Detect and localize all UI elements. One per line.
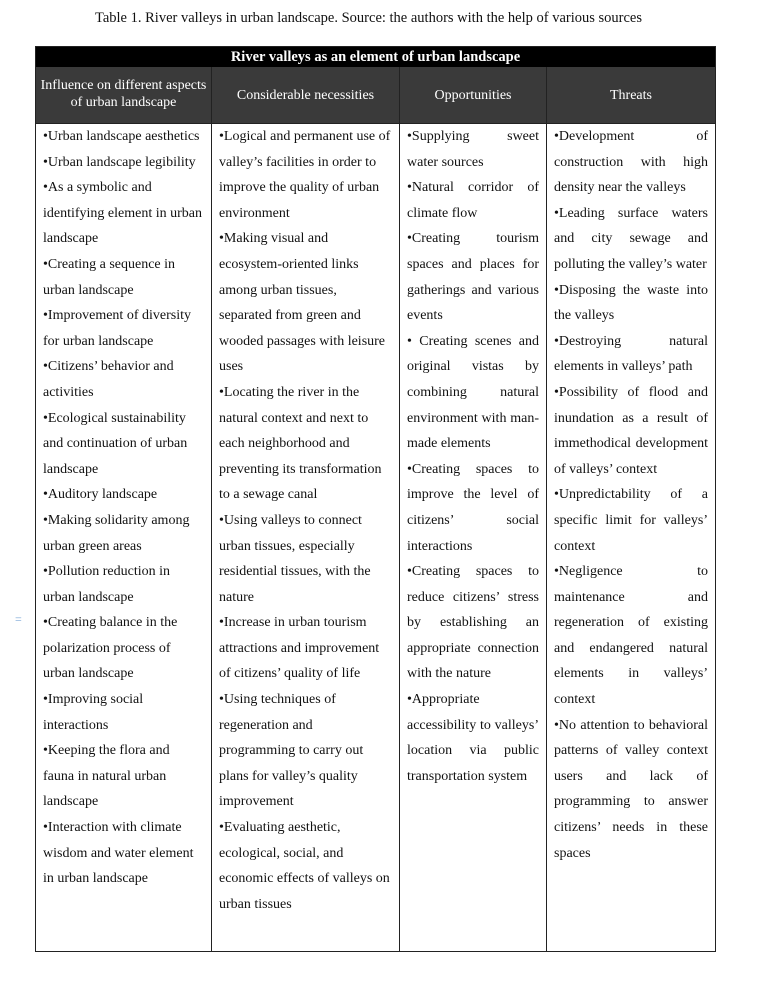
margin-mark: = [15, 612, 22, 626]
list-item: •Interaction with climate wisdom and water element in urban landscape [43, 820, 194, 887]
list-item: •Making visual and ecosystem-oriented links among urban tissues, separated from green and wooded passages with leisure uses [219, 231, 386, 375]
list-item: •Leading surface waters and city sewage and polluting the valley’s water [554, 205, 708, 272]
list-item: •Creating spaces to improve the level of citizens’ social interactions [407, 461, 539, 554]
list-item: •Creating spaces to reduce citizens’ stress by establishing an appropriate connection with the nature [407, 564, 539, 682]
list-item: •Negligence to maintenance and regeneration of existing and endangered natural elements in valleys’ context [554, 564, 708, 708]
table-caption: Table 1. River valleys in urban landscape. Source: the authors with the help of various sources [95, 10, 643, 26]
column-threats [547, 124, 715, 952]
river-valleys-table [35, 46, 716, 952]
list-item: •Unpredictability of a specific limit for valleys’ context [554, 487, 708, 554]
list-item: •Possibility of flood and inundation as a result of immethodical development of valleys’ context [554, 384, 708, 477]
list-item: •Creating a sequence in urban landscape [43, 256, 176, 298]
header-influence: Influence on different aspects of urban landscape [36, 67, 211, 123]
list-item: •As a symbolic and identifying element in urban landscape [43, 180, 203, 247]
table-banner: River valleys as an element of urban landscape [36, 47, 715, 67]
list-item: •Urban landscape aesthetics [43, 129, 200, 144]
list-item: •Natural corridor of climate flow [407, 180, 539, 221]
list-item: •Logical and permanent use of valley’s facilities in order to improve the quality of urban environment [219, 129, 391, 221]
list-item: •Using techniques of regeneration and programming to carry out plans for valley’s quality improvement [219, 692, 364, 810]
list-item: •Destroying natural elements in valleys’ path [554, 333, 708, 375]
header-threats: Threats [547, 67, 715, 123]
list-item: •Increase in urban tourism attractions and improvement of citizens’ quality of life [219, 615, 380, 682]
list-item: •Using valleys to connect urban tissues, especially residential tissues, with the nature [219, 512, 371, 605]
column-necessities [212, 124, 399, 952]
list-item: •Creating tourism spaces and places for gatherings and various events [407, 231, 539, 324]
list-item: •Appropriate accessibility to valleys’ location via public transportation system [407, 692, 539, 784]
list-item: •Disposing the waste into the valleys [554, 282, 708, 324]
list-item: •Development of construction with high density near the valleys [554, 129, 708, 196]
list-item: •Locating the river in the natural context and next to each neighborhood and preventing its transformation to a sewage canal [219, 384, 382, 503]
list-item: •Improvement of diversity for urban landscape [43, 308, 191, 349]
column-opportunities [400, 124, 546, 952]
list-item: •Keeping the flora and fauna in natural urban landscape [43, 743, 170, 810]
header-necessities: Considerable necessities [212, 67, 399, 123]
list-item: •Making solidarity among urban green areas [43, 512, 190, 554]
list-item: •Evaluating aesthetic, ecological, social, and economic effects of valleys on urban tissues [219, 820, 390, 912]
header-opportunities: Opportunities [400, 67, 546, 123]
list-item: •No attention to behavioral patterns of valley context users and lack of programming to answer citizens’ needs in these spaces [554, 717, 708, 861]
list-item: •Supplying sweet water sources [407, 129, 539, 170]
list-item: • Creating scenes and original vistas by combining natural environment with man-made elements [407, 333, 539, 452]
list-item: •Ecological sustainability and continuation of urban landscape [43, 410, 188, 477]
column-influence [36, 124, 211, 952]
list-item: •Citizens’ behavior and activities [43, 359, 174, 400]
list-item: •Auditory landscape [43, 487, 158, 503]
list-item: •Urban landscape legibility [43, 154, 196, 170]
list-item: •Improving social interactions [43, 692, 144, 733]
list-item: •Creating balance in the polarization process of urban landscape [43, 615, 178, 682]
list-item: •Pollution reduction in urban landscape [43, 564, 171, 605]
